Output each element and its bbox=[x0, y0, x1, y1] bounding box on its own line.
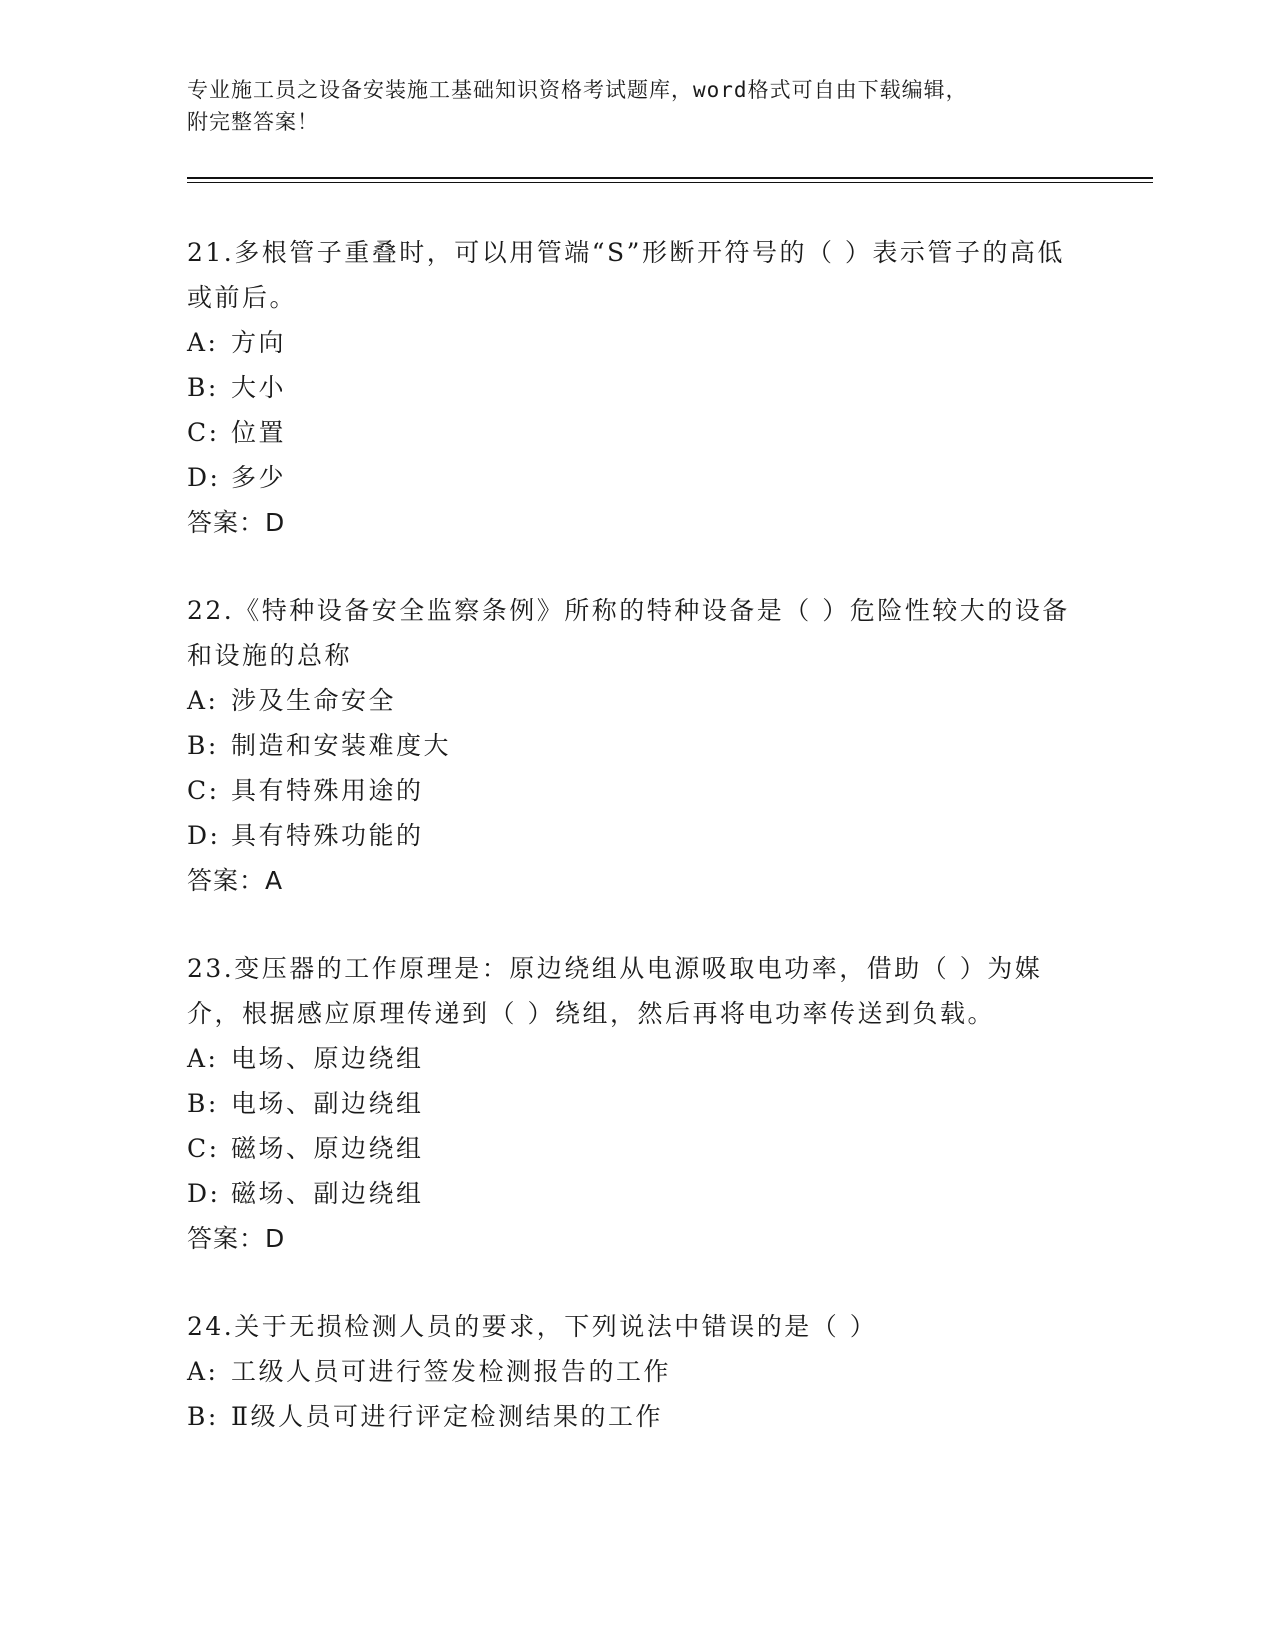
option-key: C: bbox=[187, 776, 220, 805]
option-text: 方向 bbox=[231, 328, 287, 357]
option-a bbox=[187, 678, 1087, 723]
option-b bbox=[187, 723, 1087, 768]
answer-line: 答案：D bbox=[187, 1224, 286, 1253]
option-b bbox=[187, 1081, 1087, 1126]
option-key: A: bbox=[187, 686, 219, 715]
header-divider-thin bbox=[187, 182, 1153, 183]
option-text: 电场、原边绕组 bbox=[231, 1044, 424, 1073]
header-line-2: 附完整答案！ bbox=[187, 110, 319, 134]
option-text: 涉及生命安全 bbox=[231, 686, 397, 715]
option-key: C: bbox=[187, 418, 220, 447]
option-text: 大小 bbox=[231, 373, 287, 402]
option-key: B: bbox=[187, 373, 219, 402]
option-key: C: bbox=[187, 1134, 220, 1163]
option-b bbox=[187, 1394, 1087, 1439]
option-text: 制造和安装难度大 bbox=[231, 731, 452, 760]
question-24 bbox=[187, 1304, 1087, 1439]
question-22 bbox=[187, 588, 1087, 903]
answer-line: 答案：D bbox=[187, 508, 286, 537]
option-key: D: bbox=[187, 821, 221, 850]
option-key: A: bbox=[187, 1357, 219, 1386]
header-line-1: 专业施工员之设备安装施工基础知识资格考试题库，word格式可自由下载编辑， bbox=[187, 78, 968, 102]
option-text: 工级人员可进行签发检测报告的工作 bbox=[231, 1357, 672, 1386]
option-text: 多少 bbox=[231, 463, 287, 492]
question-stem: 24.关于无损检测人员的要求，下列说法中错误的是（ ） bbox=[187, 1312, 878, 1341]
option-text: 具有特殊用途的 bbox=[231, 776, 424, 805]
option-key: B: bbox=[187, 1089, 219, 1118]
question-stem: 23.变压器的工作原理是：原边绕组从电源吸取电功率，借助（ ）为媒介，根据感应原理传递到（ ）绕组，然后再将电功率传送到负载。 bbox=[187, 954, 1043, 1028]
option-a bbox=[187, 1036, 1087, 1081]
question-list bbox=[187, 230, 1087, 1482]
question-23 bbox=[187, 946, 1087, 1261]
option-key: A: bbox=[187, 328, 219, 357]
header-divider-thick bbox=[187, 177, 1153, 179]
question-21 bbox=[187, 230, 1087, 545]
question-stem: 21.多根管子重叠时，可以用管端“S”形断开符号的（ ）表示管子的高低或前后。 bbox=[187, 238, 1065, 312]
option-text: 具有特殊功能的 bbox=[231, 821, 424, 850]
question-stem: 22.《特种设备安全监察条例》所称的特种设备是（ ）危险性较大的设备和设施的总称 bbox=[187, 596, 1070, 670]
option-c bbox=[187, 410, 1087, 455]
option-key: D: bbox=[187, 463, 221, 492]
answer-line: 答案：A bbox=[187, 866, 284, 895]
option-key: D: bbox=[187, 1179, 221, 1208]
option-a bbox=[187, 1349, 1087, 1394]
option-key: A: bbox=[187, 1044, 219, 1073]
option-text: Ⅱ级人员可进行评定检测结果的工作 bbox=[231, 1402, 663, 1431]
option-text: 电场、副边绕组 bbox=[231, 1089, 424, 1118]
option-d bbox=[187, 455, 1087, 500]
option-key: B: bbox=[187, 731, 219, 760]
option-b bbox=[187, 365, 1087, 410]
option-text: 磁场、副边绕组 bbox=[231, 1179, 424, 1208]
option-d bbox=[187, 813, 1087, 858]
option-key: B: bbox=[187, 1402, 219, 1431]
document-header bbox=[187, 74, 1067, 138]
option-c bbox=[187, 1126, 1087, 1171]
option-d bbox=[187, 1171, 1087, 1216]
option-c bbox=[187, 768, 1087, 813]
option-a bbox=[187, 320, 1087, 365]
option-text: 磁场、原边绕组 bbox=[231, 1134, 424, 1163]
option-text: 位置 bbox=[231, 418, 287, 447]
